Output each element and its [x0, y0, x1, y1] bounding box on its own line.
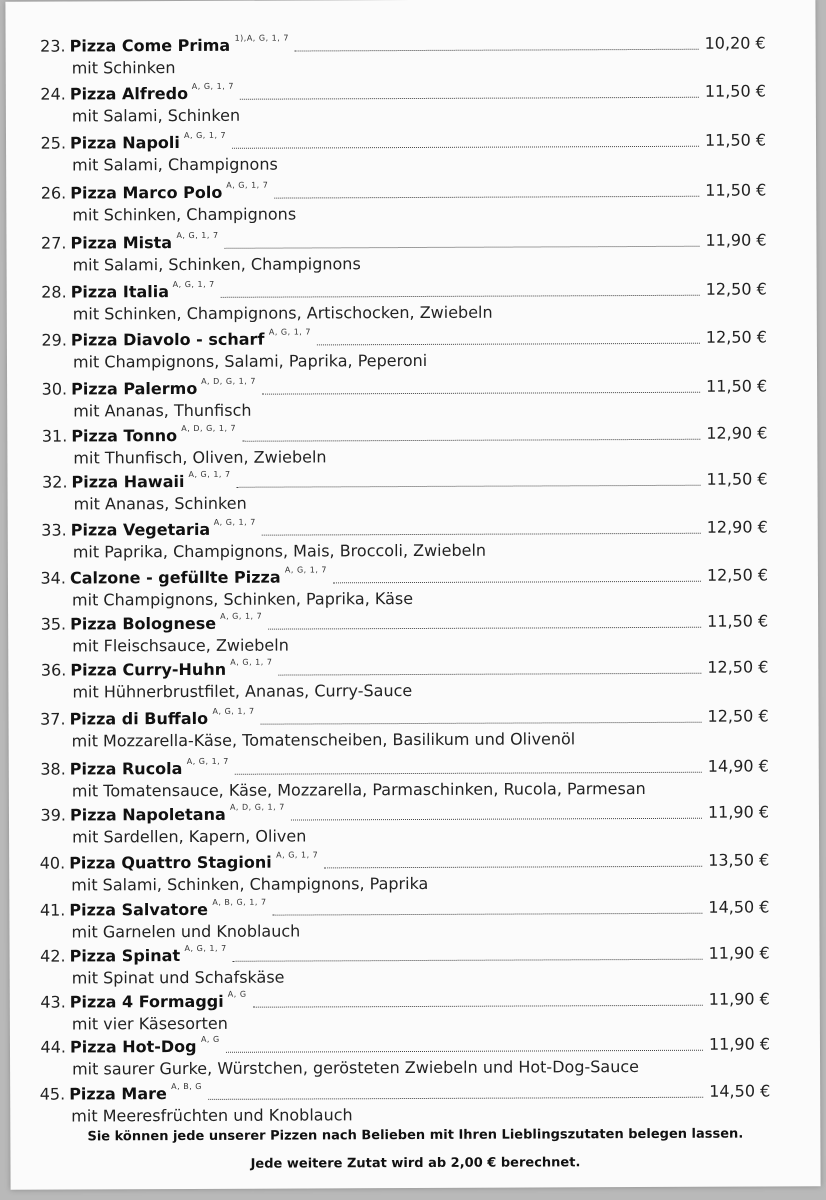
dot-leader [262, 531, 701, 536]
item-number: 43. [40, 992, 66, 1012]
menu-item [7, 325, 817, 377]
dot-leader [272, 911, 702, 916]
menu-item-header [10, 1079, 820, 1107]
item-name: Pizza 4 Formaggi [69, 991, 224, 1012]
item-name: Pizza Hawaii [71, 471, 185, 492]
dot-leader [324, 864, 702, 869]
menu-item-header [6, 178, 816, 206]
menu-list [5, 0, 815, 1126]
dot-leader [317, 341, 700, 346]
item-allergens: A, B, G [171, 1081, 203, 1092]
item-number: 24. [40, 84, 66, 104]
item-description: mit saurer Gurke, Würstchen, gerösteten Zwiebeln und Hot-Dog-Sauce [72, 1057, 640, 1079]
menu-item-header [9, 754, 819, 782]
item-name: Pizza Hot-Dog [69, 1036, 197, 1057]
menu-item [6, 79, 816, 131]
item-allergens: A, G, 1, 7 [184, 943, 227, 954]
item-description: mit Mozzarella-Käse, Tomatenscheiben, Basilikum und Olivenöl [71, 729, 576, 751]
item-number: 36. [40, 660, 67, 680]
menu-item-header [9, 848, 819, 876]
item-price: 12,50 € [707, 706, 769, 726]
dot-leader [242, 437, 700, 442]
menu-item-header [10, 987, 820, 1015]
item-number: 33. [41, 520, 67, 540]
item-allergens: A, G, 1, 7 [226, 180, 269, 190]
item-number: 25. [40, 133, 67, 153]
item-allergens: A, G, 1, 7 [191, 81, 234, 91]
menu-item-header [6, 228, 816, 256]
menu-item [6, 31, 816, 83]
item-allergens: 1),A, G, 1, 7 [234, 33, 289, 43]
item-description: mit Schinken, Champignons [72, 204, 297, 225]
item-price: 12,50 € [706, 565, 769, 585]
menu-item [10, 1079, 820, 1131]
item-name: Pizza Bolognese [70, 613, 217, 634]
item-name: Pizza Come Prima [69, 35, 231, 56]
item-allergens: A, G, 1, 7 [172, 279, 215, 290]
dot-leader [224, 244, 699, 249]
dot-leader [261, 720, 702, 725]
item-number: 44. [40, 1037, 67, 1057]
menu-item [9, 800, 819, 852]
item-description: mit Garnelen und Knoblauch [71, 921, 301, 942]
item-description: mit Schinken, Champignons, Artischocken, Zwiebeln [72, 302, 493, 324]
item-number: 42. [40, 946, 66, 966]
menu-item-header [8, 609, 818, 637]
item-number: 35. [40, 614, 67, 634]
item-description: mit Salami, Schinken, Champignons, Paprika [71, 873, 429, 895]
item-name: Pizza Napoletana [69, 804, 226, 825]
item-description: mit Champignons, Schinken, Paprika, Käse [71, 588, 414, 610]
menu-item [10, 1032, 820, 1084]
menu-item [9, 754, 819, 806]
item-price: 11,90 € [708, 943, 770, 963]
item-allergens: A, G, 1, 7 [230, 657, 273, 667]
menu-item [8, 515, 818, 567]
menu-item-header [7, 277, 817, 305]
item-description: mit Salami, Schinken, Champignons [72, 254, 361, 275]
dot-leader [226, 1048, 703, 1053]
menu-item-header [6, 31, 816, 59]
footer-price-note: Jede weitere Zutat wird ab 2,00 € berechnet. [250, 1155, 581, 1172]
item-allergens: A, G, 1, 7 [220, 611, 263, 621]
menu-item [6, 128, 816, 180]
item-description: mit Ananas, Schinken [73, 493, 247, 514]
item-name: Pizza Mista [70, 233, 173, 253]
menu-item-header [6, 128, 816, 156]
item-price: 12,50 € [705, 279, 767, 299]
item-description: mit Sardellen, Kapern, Oliven [72, 826, 307, 847]
item-price: 12,50 € [705, 327, 768, 347]
item-name: Pizza Tonno [71, 426, 178, 446]
item-price: 12,90 € [706, 517, 768, 537]
dot-leader [295, 47, 699, 52]
item-allergens: A, G [200, 1034, 220, 1044]
item-name: Pizza Diavolo - scharf [70, 329, 265, 350]
item-description: mit Schinken [71, 58, 176, 78]
menu-item [8, 655, 818, 707]
item-description: mit Salami, Champignons [72, 154, 278, 175]
item-price: 14,90 € [707, 756, 769, 776]
item-name: Pizza Marco Polo [70, 182, 223, 203]
item-description: mit vier Käsesorten [71, 1013, 228, 1034]
menu-item [9, 895, 819, 947]
item-price: 11,50 € [706, 376, 768, 396]
menu-item [8, 704, 818, 756]
menu-item-header [10, 941, 820, 969]
item-name: Pizza Spinat [69, 946, 181, 966]
item-allergens: A, D, G, 1, 7 [201, 376, 256, 386]
dot-leader [232, 144, 699, 149]
item-allergens: A, G, 1, 7 [176, 230, 219, 241]
item-price: 13,50 € [708, 850, 770, 870]
menu-item-header [9, 895, 819, 923]
item-number: 41. [39, 900, 66, 920]
menu-item [9, 848, 819, 900]
item-allergens: A, G, 1, 7 [268, 327, 311, 337]
menu-item-header [8, 515, 818, 543]
dot-leader [240, 95, 699, 100]
item-name: Pizza Napoli [69, 133, 180, 153]
dot-leader [253, 1003, 703, 1008]
item-allergens: A, G, 1, 7 [186, 756, 229, 766]
item-description: mit Ananas, Thunfisch [73, 400, 252, 421]
item-name: Pizza Palermo [71, 378, 198, 399]
menu-item-header [8, 655, 818, 683]
item-number: 40. [39, 853, 66, 873]
menu-item-header [10, 1032, 820, 1060]
item-price: 11,50 € [705, 180, 767, 200]
dot-leader [291, 816, 702, 821]
dot-leader [208, 1095, 703, 1100]
item-name: Pizza Mare [69, 1084, 167, 1104]
item-description: mit Meeresfrüchten und Knoblauch [71, 1105, 353, 1126]
dot-leader [333, 579, 701, 584]
item-allergens: A, G, 1, 7 [183, 130, 227, 140]
item-description: mit Spinat und Schafskäse [71, 967, 285, 988]
item-name: Pizza Curry-Huhn [70, 659, 227, 680]
dot-leader [221, 293, 700, 298]
item-number: 31. [41, 426, 68, 446]
menu-item-header [6, 79, 816, 107]
item-name: Pizza Rucola [69, 759, 183, 779]
item-price: 11,90 € [708, 989, 770, 1009]
item-price: 11,50 € [704, 81, 766, 101]
item-description: mit Fleischsauce, Zwiebeln [72, 635, 289, 656]
item-price: 10,20 € [704, 33, 766, 53]
item-number: 29. [41, 330, 67, 350]
item-description: mit Champignons, Salami, Paprika, Peperoni [72, 350, 428, 372]
item-number: 45. [39, 1084, 66, 1104]
item-allergens: A, B, G, 1, 7 [212, 897, 267, 907]
item-number: 34. [40, 568, 66, 588]
menu-item [10, 987, 820, 1039]
item-allergens: A, D, G, 1, 7 [181, 423, 237, 434]
item-price: 11,90 € [707, 802, 770, 822]
menu-page [5, 0, 820, 1190]
item-allergens: A, G, 1, 7 [276, 850, 319, 860]
item-price: 11,50 € [706, 469, 768, 489]
item-price: 11,90 € [708, 1034, 771, 1054]
item-description: mit Thunfisch, Oliven, Zwiebeln [73, 447, 327, 468]
item-description: mit Tomatensauce, Käse, Mozzarella, Parmaschinken, Rucola, Parmesan [71, 778, 646, 801]
menu-item-header [7, 421, 817, 449]
item-allergens: A, D, G, 1, 7 [229, 802, 285, 812]
menu-item [8, 609, 818, 661]
item-description: mit Paprika, Champignons, Mais, Broccoli, Zwiebeln [72, 540, 487, 562]
item-price: 11,90 € [705, 230, 767, 250]
item-name: Pizza Quattro Stagioni [69, 852, 272, 873]
menu-item-header [7, 374, 817, 402]
menu-item [6, 178, 816, 230]
dot-leader [262, 390, 700, 395]
item-number: 37. [40, 709, 66, 729]
item-name: Pizza Vegetaria [70, 519, 211, 540]
item-name: Calzone - gefüllte Pizza [69, 567, 281, 588]
menu-item [7, 467, 817, 519]
item-name: Pizza Italia [70, 282, 170, 302]
item-allergens: A, G, 1, 7 [212, 706, 255, 716]
item-price: 14,50 € [709, 1081, 771, 1101]
footer-note: Sie können jede unserer Pizzen nach Belieben mit Ihren Lieblingszutaten belegen lassen. [87, 1126, 744, 1145]
menu-item-header [8, 704, 818, 732]
menu-item [7, 374, 817, 426]
item-number: 27. [40, 233, 67, 253]
menu-item-header [9, 800, 819, 828]
dot-leader [274, 194, 699, 199]
dot-leader [235, 770, 702, 775]
item-price: 11,50 € [704, 130, 767, 150]
item-price: 12,90 € [706, 423, 768, 443]
item-description: mit Salami, Schinken [71, 105, 241, 126]
item-name: Pizza di Buffalo [69, 708, 209, 729]
menu-item [7, 277, 817, 329]
item-name: Pizza Alfredo [69, 83, 189, 104]
dot-leader [268, 625, 701, 630]
item-number: 39. [40, 805, 67, 825]
menu-item-header [7, 325, 817, 353]
item-price: 14,50 € [708, 897, 770, 917]
item-number: 38. [40, 759, 66, 779]
item-number: 28. [41, 282, 67, 302]
menu-item [10, 941, 820, 993]
menu-item [6, 228, 816, 280]
item-number: 30. [41, 379, 68, 399]
menu-item [8, 563, 818, 615]
dot-leader [237, 483, 701, 488]
item-allergens: A, G [227, 989, 247, 999]
item-number: 26. [40, 183, 67, 203]
item-allergens: A, G, 1, 7 [188, 469, 231, 479]
dot-leader [278, 671, 701, 676]
dot-leader [233, 957, 703, 962]
item-price: 11,50 € [707, 611, 769, 631]
item-allergens: A, G, 1, 7 [213, 517, 256, 527]
item-number: 23. [40, 36, 66, 56]
item-name: Pizza Salvatore [69, 899, 209, 920]
menu-item [7, 421, 817, 473]
item-price: 12,50 € [707, 657, 769, 677]
menu-item-header [8, 563, 818, 591]
item-description: mit Hühnerbrustfilet, Ananas, Curry-Sauce [72, 681, 413, 702]
item-allergens: A, G, 1, 7 [284, 565, 328, 575]
item-number: 32. [42, 472, 68, 492]
menu-item-header [7, 467, 817, 495]
